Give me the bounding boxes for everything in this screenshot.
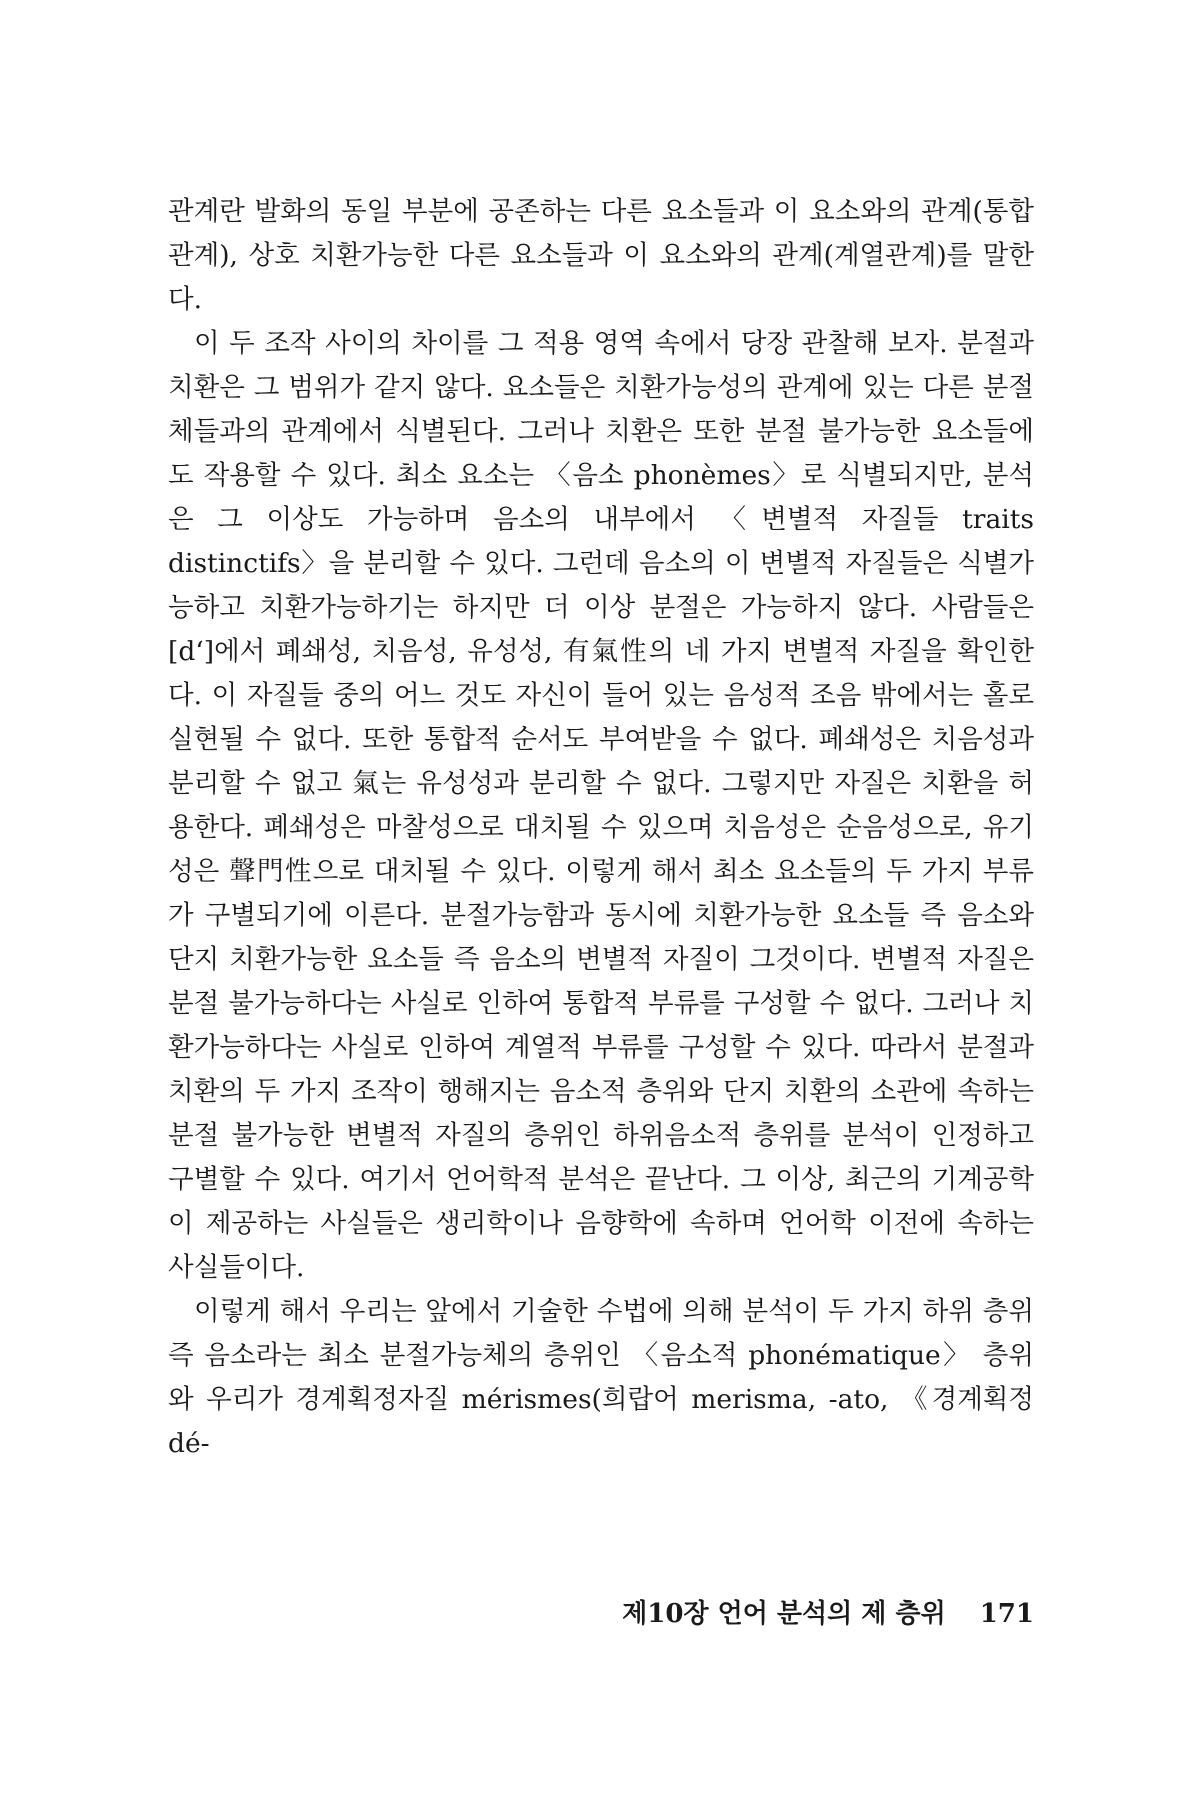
paragraph-3: 이렇게 해서 우리는 앞에서 기술한 수법에 의해 분석이 두 가지 하위 층위 즉 음소라는 최소 분절가능체의 층위인 〈음소적 phonématique〉 층위와 우리가 경계획정자질 mérismes(희랍어 merisma, -ato, 《경계획정 dé- [168, 1296, 1034, 1459]
page-number: 171 [979, 1599, 1034, 1629]
running-footer-chapter-title: 제10장 언어 분석의 제 층위 [622, 1599, 946, 1629]
page-footer [600, 1598, 1034, 1630]
body-text [168, 190, 1034, 1466]
paragraph-2: 이 두 조작 사이의 차이를 그 적용 영역 속에서 당장 관찰해 보자. 분절과 치환은 그 범위가 같지 않다. 요소들은 치환가능성의 관계에 있는 다른 분절체들과의 관계에서 식별된다. 그러나 치환은 또한 분절 불가능한 요소들에도 작용할 수 있다. 최소 요소는 〈음소 phonèmes〉로 식별되지만, 분석은 그 이상도 가능하며 음소의 내부에서 〈변별적 자질들 traits distinctifs〉을 분리할 수 있다. 그런데 음소의 이 변별적 자질들은 식별가능하고 치환가능하기는 하지만 더 이상 분절은 가능하지 않다. 사람들은 [dʻ]에서 폐쇄성, 치음성, 유성성, 有氣性의 네 가지 변별적 자질을 확인한다. 이 자질들 중의 어느 것도 자신이 들어 있는 음성적 조음 밖에서는 홀로 실현될 수 없다. 또한 통합적 순서도 부여받을 수 없다. 폐쇄성은 치음성과 분리할 수 없고 氣는 유성성과 분리할 수 없다. 그렇지만 자질은 치환을 허용한다. 폐쇄성은 마찰성으로 대치될 수 있으며 치음성은 순음성으로, 유기성은 聲門性으로 대치될 수 있다. 이렇게 해서 최소 요소들의 두 가지 부류가 구별되기에 이른다. 분절가능함과 동시에 치환가능한 요소들 즉 음소와 단지 치환가능한 요소들 즉 음소의 변별적 자질이 그것이다. 변별적 자질은 분절 불가능하다는 사실로 인하여 통합적 부류를 구성할 수 없다. 그러나 치환가능하다는 사실로 인하여 계열적 부류를 구성할 수 있다. 따라서 분절과 치환의 두 가지 조작이 행해지는 음소적 층위와 단지 치환의 소관에 속하는 분절 불가능한 변별적 자질의 층위인 하위음소적 층위를 분석이 인정하고 구별할 수 있다. 여기서 언어학적 분석은 끝난다. 그 이상, 최근의 기계공학이 제공하는 사실들은 생리학이나 음향학에 속하며 언어학 이전에 속하는 사실들이다. [168, 328, 1034, 1283]
paragraph-1: 관계란 발화의 동일 부분에 공존하는 다른 요소들과 이 요소와의 관계(통합관계), 상호 치환가능한 다른 요소들과 이 요소와의 관계(계열관계)를 말한다. [168, 196, 1034, 315]
